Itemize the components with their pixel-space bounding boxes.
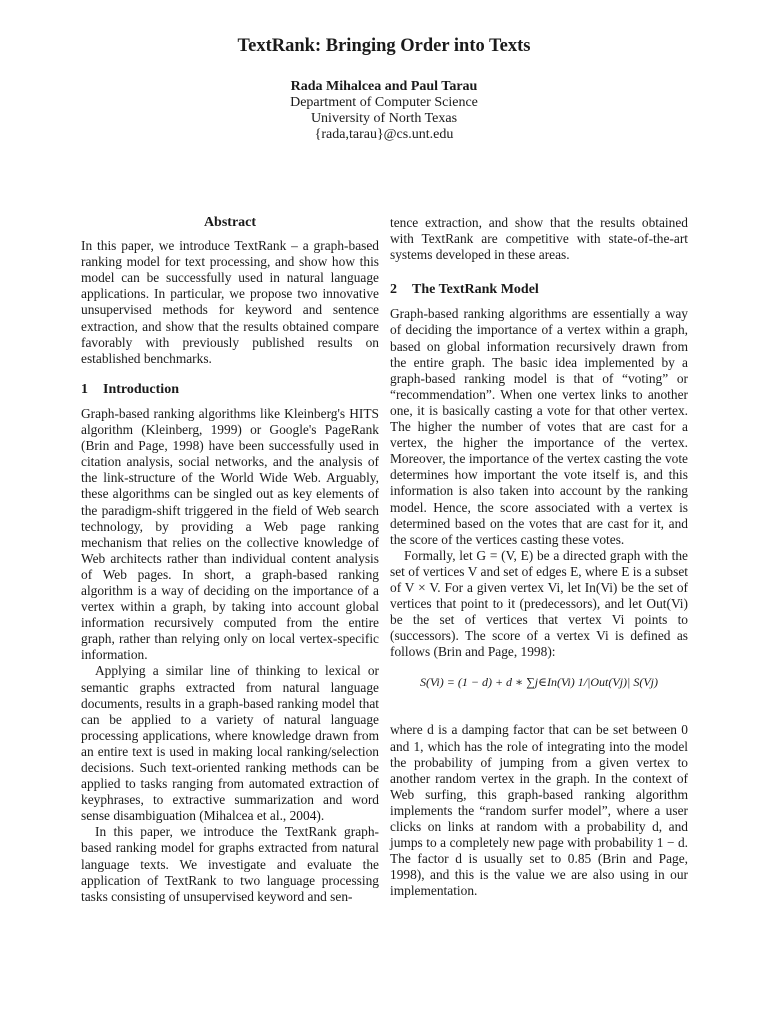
intro-paragraph-3-continued: tence extraction, and show that the results obtained with TextRank are competitive with state-of-the-art systems developed in these areas. <box>390 215 688 263</box>
author-email: {rada,tarau}@cs.unt.edu <box>314 127 454 142</box>
intro-paragraph-1: Graph-based ranking algorithms like Kleinberg's HITS algorithm (Kleinberg, 1999) or Google's PageRank (Brin and Page, 1998) have been successfully used in citation analysis, social networks, and the analysis of the link-structure of the World Wide Web. Arguably, these algorithms can be singled out as key elements of the paradigm-shift triggered in the field of Web search technology, by providing a Web page ranking mechanism that relies on the collective knowledge of Web architects rather than individual content analysis of Web pages. In short, a graph-based ranking algorithm is a way of deciding on the importance of a vertex within a graph, by taking into account global information recursively computed from the entire graph, rather than relying only on local vertex-specific information. <box>81 405 379 663</box>
author-university: University of North Texas <box>310 111 458 126</box>
pagerank-equation <box>390 674 688 708</box>
intro-paragraph-2: Applying a similar line of thinking to lexical or semantic graphs extracted from natural language documents, results in a graph-based ranking model that can be applied to a variety of natural language processing applications, where knowledge drawn from an entire text is used in making local ranking/selection decisions. Such text-oriented ranking methods can be applied to tasks ranging from automated extraction of keyphrases, to extractive summarization and word sense disambiguation (Mihalcea et al., 2004). <box>81 663 379 824</box>
abstract-text: In this paper, we introduce TextRank – a graph-based ranking model for text processing, and show how this model can be successfully used in natural language applications. In particular, we propose two innovative unsupervised methods for keyword and sentence extraction, and show that the results obtained compare favorably with previously published results on established benchmarks. <box>81 238 379 366</box>
paper-authors: Rada Mihalcea and Paul Tarau <box>290 79 478 94</box>
section-title: The TextRank Model <box>412 282 539 298</box>
model-paragraph-1: Graph-based ranking algorithms are essentially a way of deciding the importance of a vertex within a graph, based on global information recursively drawn from the entire graph. The basic idea implemented by a graph-based ranking model is that of “voting” or “recommendation”. When one vertex links to another one, it is basically casting a vote for that other vertex. The higher the number of votes that are cast for a vertex, the higher the importance of the vertex. Moreover, the importance of the vertex casting the vote determines how important the vote itself is, and this information is also taken into account by the ranking model. Hence, the score associated with a vertex is determined based on the votes that are cast for it, and the score of the vertices casting these votes. <box>390 306 688 547</box>
section-heading-introduction <box>81 382 379 398</box>
abstract-heading: Abstract <box>203 215 257 230</box>
section-number: 1 <box>81 381 88 397</box>
author-department: Department of Computer Science <box>290 95 478 110</box>
section-title: Introduction <box>103 381 179 397</box>
section-heading-textrank-model <box>390 282 688 298</box>
equation-text: S(Vi) = (1 − d) + d ∗ ∑j∈In(Vi) 1/|Out(Vj)| S(Vj) <box>420 675 658 690</box>
model-paragraph-2: Formally, let G = (V, E) be a directed graph with the set of vertices V and set of edges E, where E is a subset of V × V. For a given vertex Vi, let In(Vi) be the set of vertices that point to it (predecessors), and let Out(Vi) be the set of vertices that vertex Vi points to (successors). The score of a vertex Vi is defined as follows (Brin and Page, 1998): <box>390 547 688 660</box>
right-column <box>390 215 688 899</box>
paper-title: TextRank: Bringing Order into Texts <box>237 36 531 56</box>
left-column <box>81 215 379 905</box>
section-number: 2 <box>390 282 397 298</box>
intro-paragraph-3: In this paper, we introduce the TextRank graph-based ranking model for graphs extracted from natural language texts. We investigate and evaluate the application of TextRank to two language processing tasks consisting of unsupervised keyword and sen- <box>81 824 379 904</box>
model-paragraph-3: where d is a damping factor that can be set between 0 and 1, which has the role of integrating into the model the probability of jumping from a given vertex to another random vertex in the graph. In the context of Web surfing, this graph-based ranking algorithm implements the “random surfer model”, where a user clicks on links at random with a probability d, and jumps to a completely new page with probability 1 − d. The factor d is usually set to 0.85 (Brin and Page, 1998), and this is the value we are also using in our implementation. <box>390 722 688 899</box>
